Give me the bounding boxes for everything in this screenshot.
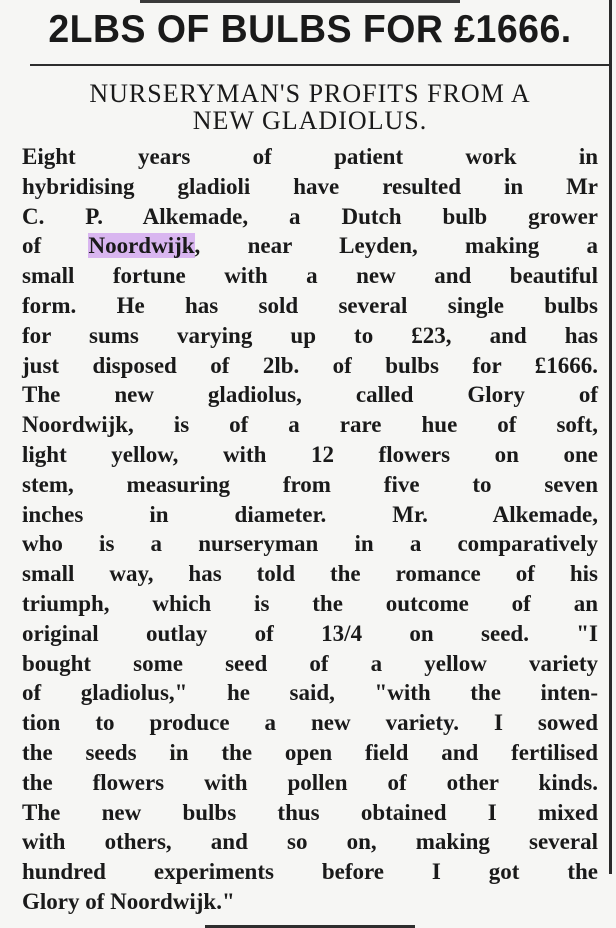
article-line: original outlay of 13/4 on seed. "I bbox=[22, 620, 598, 646]
end-rule bbox=[205, 925, 415, 928]
column-rule bbox=[609, 0, 612, 874]
article-line: for sums varying up to £23, and has bbox=[22, 322, 598, 348]
article-line: tion to produce a new variety. I sowed bbox=[22, 710, 598, 736]
article-line: hundred experiments before I got the bbox=[22, 859, 598, 885]
article-line: stem, measuring from five to seven bbox=[22, 471, 598, 497]
subheading bbox=[22, 80, 598, 134]
article-line: triumph, which is the outcome of an bbox=[22, 590, 598, 616]
article-line: Noordwijk, is of a rare hue of soft, bbox=[22, 412, 598, 438]
subheading-line: NURSERYMAN'S PROFITS FROM A bbox=[89, 79, 531, 108]
article-line: the seeds in the open field and fertilised bbox=[22, 739, 598, 765]
article-line: of Noordwijk, near Leyden, making a bbox=[22, 233, 598, 259]
article-line: small fortune with a new and beautiful bbox=[22, 263, 598, 289]
headline-divider bbox=[30, 64, 610, 66]
article-line: The new bulbs thus obtained I mixed bbox=[22, 799, 598, 825]
article-line: of gladiolus," he said, "with the inten- bbox=[22, 680, 598, 706]
article-body bbox=[22, 142, 598, 917]
article-line: Glory of Noordwijk." bbox=[22, 888, 235, 914]
subheading-line: NEW GLADIOLUS. bbox=[192, 106, 428, 135]
highlighted-word: Noordwijk bbox=[88, 233, 195, 259]
headline: 2LBS OF BULBS FOR £1666. bbox=[48, 8, 572, 51]
article-line: with others, and so on, making several bbox=[22, 829, 598, 855]
article-line: C. P. Alkemade, a Dutch bulb grower bbox=[22, 203, 598, 229]
article-line: small way, has told the romance of his bbox=[22, 561, 598, 587]
top-rule bbox=[140, 0, 460, 3]
article-line: who is a nurseryman in a comparatively bbox=[22, 531, 598, 557]
article-line: just disposed of 2lb. of bulbs for £1666. bbox=[22, 352, 598, 378]
subheading-text bbox=[22, 80, 598, 134]
article-line: hybridising gladioli have resulted in Mr bbox=[22, 173, 598, 199]
article-line: The new gladiolus, called Glory of bbox=[22, 382, 598, 408]
article-line: Eight years of patient work in bbox=[22, 144, 598, 169]
article-line: light yellow, with 12 flowers on one bbox=[22, 441, 598, 467]
article-line: bought some seed of a yellow variety bbox=[22, 650, 598, 676]
article-line: the flowers with pollen of other kinds. bbox=[22, 769, 598, 795]
article-line: inches in diameter. Mr. Alkemade, bbox=[22, 501, 598, 527]
article-line: form. He has sold several single bulbs bbox=[22, 292, 598, 318]
